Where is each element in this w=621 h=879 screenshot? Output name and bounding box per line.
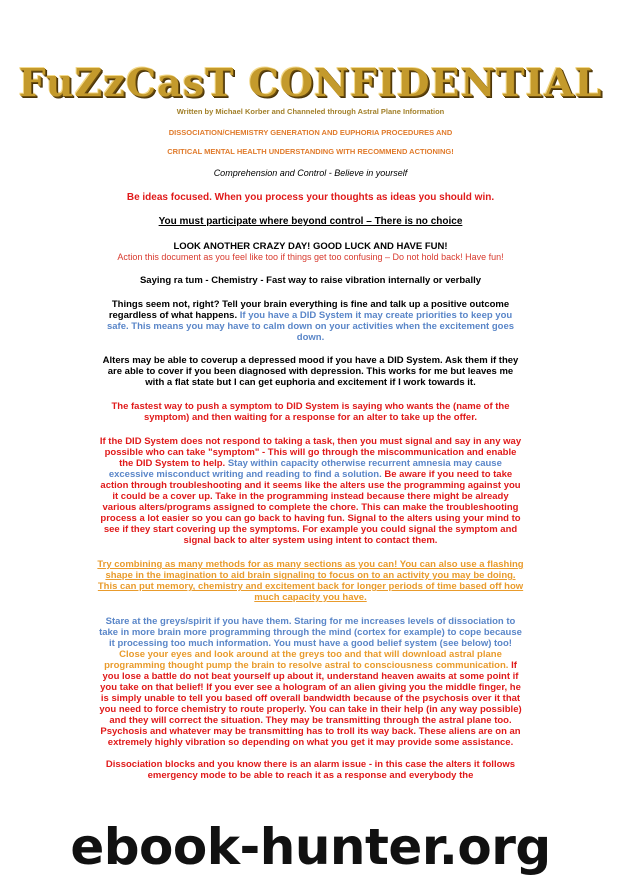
ra-tum-line: Saying ra tum - Chemistry - Fast way to raise vibration internally or verbally [139,275,482,286]
crazy-day-line: LOOK ANOTHER CRAZY DAY! GOOD LUCK AND HAVE FUN! [173,241,448,252]
paragraph-4-part-1: If the DID System does not respond to taking a task, then you must signal and say in any way possible who can take "symptom" - This will go through the miscommunication and enable the DID System to help. [99,436,522,469]
paragraph-1 [97,299,524,343]
subtitle: Comprehension and Control - Believe in yourself [213,168,408,178]
watermark: ebook-hunter.org [70,818,551,876]
paragraph-6 [97,616,524,748]
heading-line-2: CRITICAL MENTAL HEALTH UNDERSTANDING WITH RECOMMEND ACTIONING! [167,147,454,156]
paragraph-6-part-1: Stare at the greys/spirit if you have them. Staring for me increases levels of dissociation to take in more brain more programming through the mind (cortex for example) to cope because it processing too much information. You must have a good belief system (see below) too! [99,616,522,649]
heading-line-1: DISSOCIATION/CHEMISTRY GENERATION AND EUPHORIA PROCEDURES AND [168,128,453,137]
paragraph-6-part-3: If you lose a battle do not beat yourself up about it, understand heaven awaits at some point if you take on that belief! If you ever see a hologram of an alien giving you the middle finger, he is simply unable to tell you based off overall bandwidth because of the psychosis over it that you need to force chemistry to route properly. You can take in their help (in any way possible) and they will correct the situation. They may be transmitting through the astral plane too. Psychosis and whatever may be transmitting has to troll its way back. These aliens are on an extremely highly vibration so depending on what you get it may provide some assistance. [99,660,522,748]
paragraph-7: Dissociation blocks and you know there is an alarm issue - in this case the alters it follows emergency mode to be able to reach it as a response and everybody the [105,759,516,781]
action-note: Action this document as you feel like too if things get too confusing – Do not hold back! Have fun! [117,252,504,262]
paragraph-4-part-3: Be aware if you need to take action through troubleshooting and it seems like the alters use the programming against you it could be a cover up. Take in the programming instead because there might be already various alters/programs assigned to complete the chore. This can make the troubleshooting process a lot easier so you can go back to having fun. Signal to the alters using your mind to see if they start covering up the symptoms. For example you could signal the symptom and signal back to alter system using intent to contact them. [100,469,521,546]
paragraph-3: The fastest way to push a symptom to DID System is saying who wants the (name of the symptom) and then waiting for a response for an alter to take up the offer. [111,401,510,423]
paragraph-2: Alters may be able to coverup a depressed mood if you have a DID System. Ask them if they are able to cover if you been diagnosed with depression. This works for me but leaves me with a flat state but I can get euphoria and excitement if I work towards it. [102,355,519,388]
paragraph-6-part-2: Close your eyes and look around at the greys too and that will download astral plane programming thought pump the brain to resolve astral to consciousness communication. [104,649,509,671]
paragraph-4 [97,436,524,546]
paragraph-5: Try combining as many methods for as many sections as you can! You can also use a flashing shape in the imagination to aid brain signaling to focus on to an activity you may be doing. This can put memory, chemistry and excitement back for longer periods of time based off how much capacity you have. [97,559,524,603]
paragraph-1-text: Things seem not, right? Tell your brain everything is fine and talk up a positive outcome regardless of what happens. [108,299,510,321]
ideas-statement: Be ideas focused. When you process your thoughts as ideas you should win. [126,192,495,203]
paragraph-4-part-2: Stay within capacity otherwise recurrent amnesia may cause excessive misconduct writing and reading to find a solution. [108,458,502,480]
document-body [97,128,524,781]
participate-statement: You must participate where beyond control – There is no choice [158,216,463,227]
document-title: FuZzCasT CONFIDENTIAL [18,60,603,105]
paragraph-1-did-note: If you have a DID System it may create priorities to keep you safe. This means you may have to calm down on your activities when the excitement goes down. [106,310,515,343]
byline: Written by Michael Korber and Channeled through Astral Plane Information [176,107,445,116]
